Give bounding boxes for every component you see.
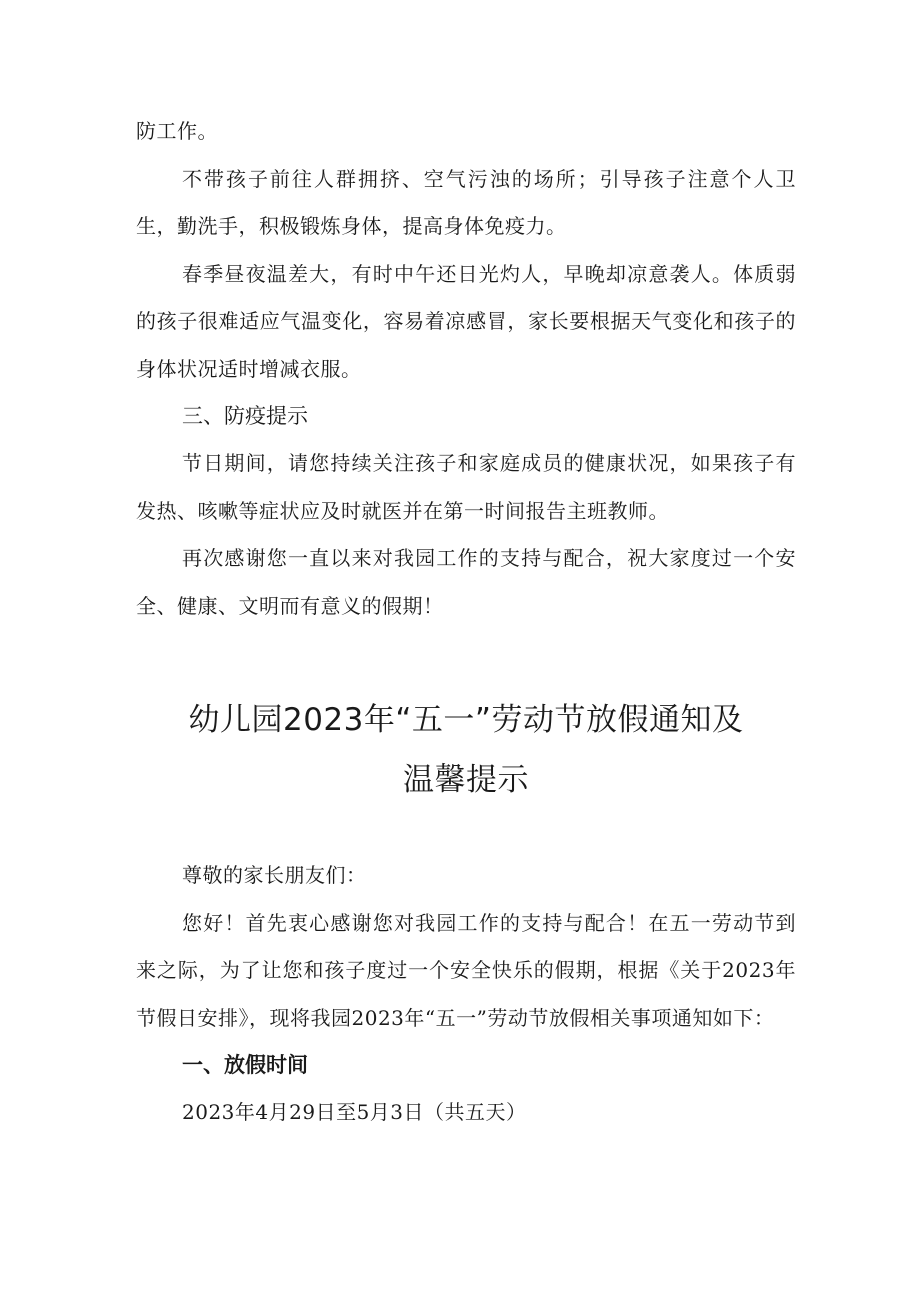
- paragraph-clothing: 春季昼夜温差大，有时中午还日光灼人，早晚却凉意袭人。体质弱的孩子很难适应气温变化，容易着凉感冒，家长要根据天气变化和孩子的身体状况适时增减衣服。: [136, 261, 796, 381]
- section-heading-holiday-time: 一、放假时间: [182, 1053, 308, 1077]
- paragraph-hygiene: 不带孩子前往人群拥挤、空气污浊的场所；引导孩子注意个人卫生，勤洗手，积极锻炼身体，提高身体免疫力。: [136, 166, 796, 238]
- notice-title-line2: 温馨提示: [403, 762, 529, 798]
- spacer: [136, 630, 796, 690]
- greeting: 尊敬的家长朋友们：: [182, 863, 367, 887]
- notice-title: [136, 690, 796, 810]
- paragraph-thanks: 再次感谢您一直以来对我园工作的支持与配合，祝大家度过一个安全、健康、文明而有意义的假期！: [136, 546, 796, 618]
- paragraph-intro: 您好！首先衷心感谢您对我园工作的支持与配合！在五一劳动节到来之际，为了让您和孩子度过一个安全快乐的假期，根据《关于2023年节假日安排》，现将我园2023年“五一”劳动节放假相关事项通知如下：: [136, 910, 796, 1030]
- notice-title-line1: 幼儿园2023年“五一”劳动节放假通知及: [188, 702, 744, 738]
- section-heading-epidemic-tips: 三、防疫提示: [182, 404, 308, 428]
- spacer: [136, 810, 796, 852]
- paragraph-continued: 防工作。: [136, 119, 218, 143]
- paragraph-health-monitoring: 节日期间，请您持续关注孩子和家庭成员的健康状况，如果孩子有发热、咳嗽等症状应及时就医并在第一时间报告主班教师。: [136, 451, 796, 523]
- document-page: [136, 108, 796, 1137]
- holiday-dates: 2023年4月29日至5月3日（共五天）: [182, 1100, 527, 1124]
